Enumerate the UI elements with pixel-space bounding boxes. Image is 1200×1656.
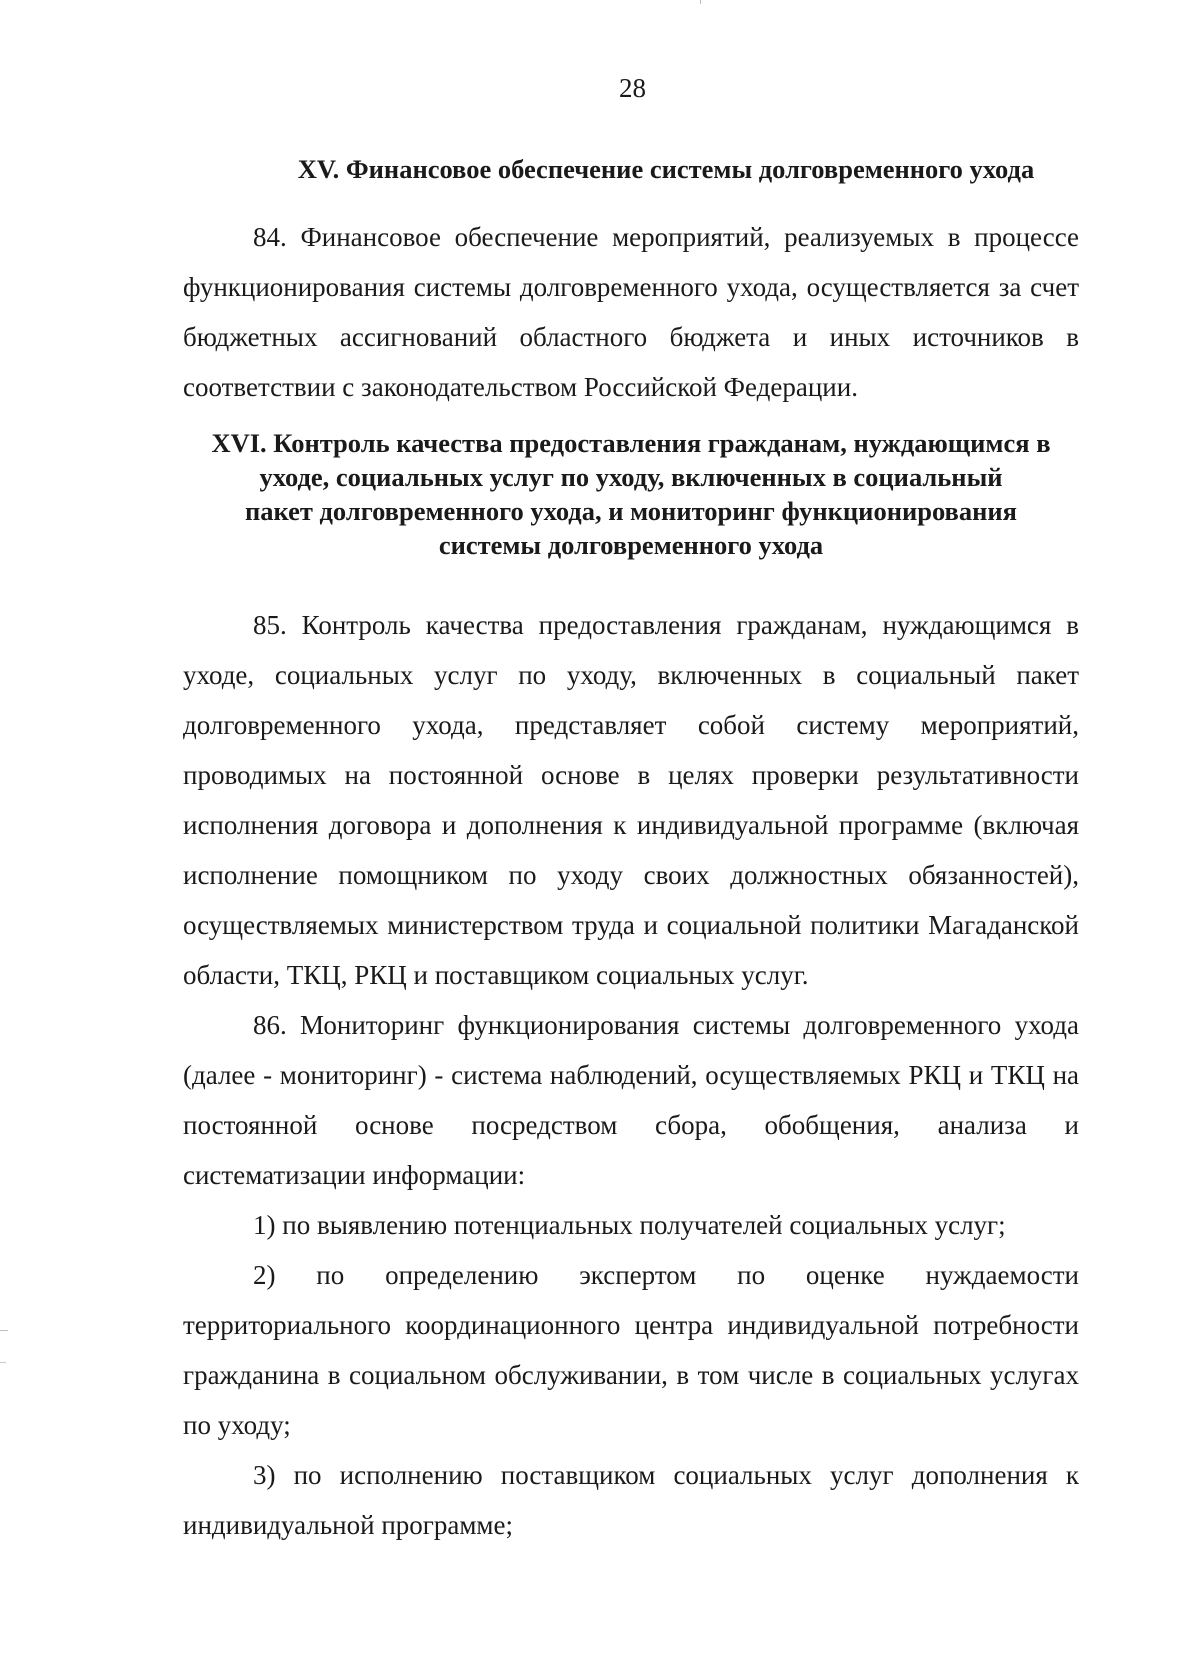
paragraph-86: 86. Мониторинг функционирования системы долговременного ухода (далее - мониторинг) - система наблюдений, осуществляемых РКЦ и ТКЦ на постоянной основе посредством сбора, обобщения, анализа и систематизации информации: [183,1010,1079,1190]
heading-line: уходе, социальных услуг по уходу, включенных в социальный [259,462,1003,492]
paragraph-85: 85. Контроль качества предоставления гражданам, нуждающимся в уходе, социальных услуг по уходу, включенных в социальный пакет долговременного ухода, представляет собой систему мероприятий, проводимых на постоянной основе в целях проверки результативности исполнения договора и дополнения к индивидуальной программе (включая исполнение помощником по уходу своих должностных обязанностей), осуществляемых министерством труда и социальной политики Магаданской области, ТКЦ, РКЦ и поставщиком социальных услуг. [183,610,1079,990]
page-number: 28 [619,73,646,103]
list-item-2: 2) по определению экспертом по оценке нуждаемости территориального координационного центра индивидуальной потребности гражданина в социальном обслуживании, в том числе в социальных услугах по уходу; [183,1260,1079,1440]
heading-line: XVI. Контроль качества предоставления гражданам, нуждающимся в [211,428,1051,458]
paragraph-84: 84. Финансовое обеспечение мероприятий, реализуемых в процессе функционирования системы долговременного ухода, осуществляется за счет бюджетных ассигнований областного бюджета и иных источников в соответствии с законодательством Российской Федерации. [183,222,1079,402]
section-heading-xv: XV. Финансовое обеспечение системы долговременного ухода [297,154,1035,184]
list-item-1: 1) по выявлению потенциальных получателей социальных услуг; [253,1210,1006,1240]
section-heading-xvi [183,426,1079,562]
document-body [183,144,1079,1550]
list-item-3: 3) по исполнению поставщиком социальных услуг дополнения к индивидуальной программе; [183,1460,1079,1540]
scan-artifact [0,1330,8,1331]
scan-artifact [0,1362,6,1363]
heading-line: системы долговременного ухода [438,530,824,560]
heading-line: пакет долговременного ухода, и мониторинг функционирования [245,496,1017,526]
scan-artifact [700,0,701,4]
